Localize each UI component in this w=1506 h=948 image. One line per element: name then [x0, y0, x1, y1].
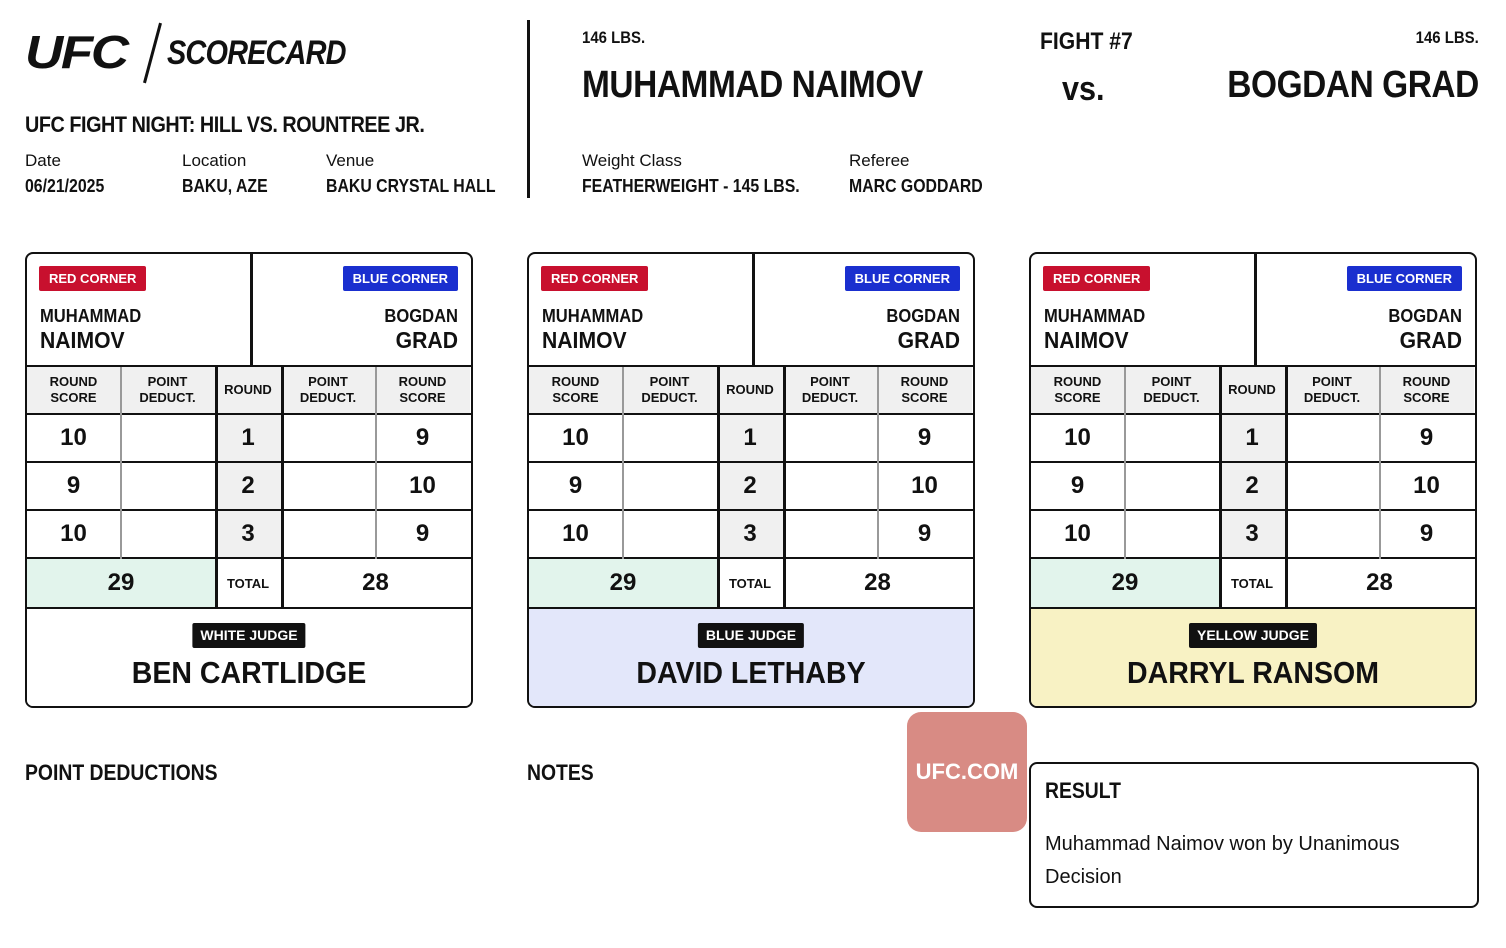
red-round-score: 9: [66, 472, 81, 499]
total-divider: [281, 559, 284, 609]
red-fighter: [542, 304, 643, 352]
blue-point-deduct: [783, 415, 877, 461]
blue-point-deduct: [1285, 511, 1379, 557]
table-row: [529, 415, 973, 463]
red-point-deduct: [622, 511, 717, 557]
blue-round-score: 9: [917, 424, 932, 451]
total-label: TOTAL: [226, 575, 270, 591]
table-row: [1031, 511, 1475, 559]
round-number: 1: [215, 415, 281, 461]
red-last-name: NAIMOV: [40, 327, 125, 353]
judge-card: [25, 252, 473, 708]
blue-point-deduct: [281, 511, 375, 557]
table-row: [1031, 463, 1475, 511]
red-round-score: 9: [568, 472, 583, 499]
round-number: 3: [717, 511, 783, 557]
table-header-row: [529, 367, 973, 415]
red-point-deduct: [120, 415, 215, 461]
blue-point-deduct: [783, 463, 877, 509]
corners-header: [27, 254, 471, 367]
result-box: [1029, 762, 1479, 908]
blue-last-name: GRAD: [897, 327, 960, 353]
red-point-deduct: [622, 415, 717, 461]
red-total: 29: [529, 559, 717, 607]
venue-value: BAKU CRYSTAL HALL: [326, 176, 496, 196]
blue-point-deduct: [281, 463, 375, 509]
blue-fighter: [886, 304, 960, 352]
judge-panel: [529, 609, 973, 708]
blue-round-score-header: ROUND SCORE: [375, 367, 470, 413]
date-label: Date: [25, 151, 61, 170]
total-row: [27, 559, 471, 609]
total-divider: [783, 559, 786, 609]
total-label: TOTAL: [1230, 575, 1274, 591]
column-divider: [1219, 367, 1222, 559]
weight-class-value: FEATHERWEIGHT - 145 LBS.: [582, 176, 800, 196]
blue-round-score: 9: [415, 424, 430, 451]
header-divider: [527, 20, 530, 198]
round-number: 2: [717, 463, 783, 509]
column-divider: [1285, 367, 1288, 559]
total-divider: [1219, 559, 1222, 609]
column-divider: [1379, 367, 1381, 559]
round-header: ROUND: [717, 367, 783, 413]
column-divider: [877, 367, 879, 559]
total-row: [529, 559, 973, 609]
red-point-deduct: [120, 511, 215, 557]
table-row: [27, 463, 471, 511]
round-number: 2: [1219, 463, 1285, 509]
total-divider: [215, 559, 218, 609]
blue-corner-badge: BLUE CORNER: [845, 266, 960, 291]
corners-header: [1031, 254, 1475, 367]
event-name: UFC FIGHT NIGHT: HILL VS. ROUNTREE JR.: [25, 112, 425, 137]
blue-round-score: 10: [911, 472, 938, 499]
red-round-score: 10: [562, 424, 589, 451]
blue-weight: 146 LBS.: [1415, 28, 1479, 47]
red-first-name: MUHAMMAD: [1044, 306, 1146, 326]
notes-title: NOTES: [527, 760, 594, 785]
corners-header: [529, 254, 973, 367]
red-fighter-name: MUHAMMAD NAIMOV: [582, 64, 923, 106]
point-deductions-title: POINT DEDUCTIONS: [25, 760, 218, 785]
red-fighter: [1044, 304, 1145, 352]
round-number: 3: [1219, 511, 1285, 557]
blue-total: 28: [864, 569, 891, 596]
ufc-com-watermark: UFC.COM: [907, 712, 1027, 832]
red-round-score-header: ROUND SCORE: [529, 367, 622, 413]
red-round-score: 10: [60, 424, 87, 451]
result-text: Muhammad Naimov won by Unanimous Decision: [1045, 833, 1400, 888]
table-row: [27, 511, 471, 559]
blue-last-name: GRAD: [1399, 327, 1462, 353]
venue-label: Venue: [326, 151, 375, 170]
judge-name: DAVID LETHABY: [636, 655, 866, 690]
blue-fighter-name: BOGDAN GRAD: [1227, 64, 1479, 106]
blue-round-score: 9: [917, 520, 932, 547]
blue-last-name: GRAD: [395, 327, 458, 353]
judge-card: [527, 252, 975, 708]
round-header: ROUND: [1219, 367, 1285, 413]
red-total: 29: [27, 559, 215, 607]
blue-round-score: 9: [1419, 424, 1434, 451]
judge-badge: WHITE JUDGE: [192, 623, 305, 648]
column-divider: [215, 367, 218, 559]
red-corner-badge: RED CORNER: [1043, 266, 1150, 291]
red-corner-badge: RED CORNER: [39, 266, 146, 291]
column-divider: [281, 367, 284, 559]
red-point-deduct-header: POINT DEDUCT.: [622, 367, 717, 413]
red-round-score: 10: [562, 520, 589, 547]
red-point-deduct: [120, 463, 215, 509]
red-total: 29: [1031, 559, 1219, 607]
ufc-scorecard-logo: [25, 26, 346, 78]
blue-total: 28: [362, 569, 389, 596]
blue-corner-badge: BLUE CORNER: [1347, 266, 1462, 291]
blue-round-score: 10: [409, 472, 436, 499]
table-row: [27, 415, 471, 463]
blue-point-deduct: [783, 511, 877, 557]
blue-round-score-header: ROUND SCORE: [1379, 367, 1474, 413]
table-row: [1031, 415, 1475, 463]
red-round-score-header: ROUND SCORE: [27, 367, 120, 413]
vs-label: vs.: [1062, 70, 1105, 108]
blue-point-deduct-header: POINT DEDUCT.: [281, 367, 375, 413]
total-row: [1031, 559, 1475, 609]
red-point-deduct-header: POINT DEDUCT.: [120, 367, 215, 413]
round-number: 1: [1219, 415, 1285, 461]
corner-divider: [1254, 254, 1257, 367]
corner-divider: [250, 254, 253, 367]
total-divider: [1285, 559, 1288, 609]
column-divider: [622, 367, 624, 559]
blue-round-score: 9: [1419, 520, 1434, 547]
result-title: RESULT: [1045, 778, 1122, 803]
red-round-score: 9: [1070, 472, 1085, 499]
red-weight: 146 LBS.: [582, 28, 646, 47]
judge-badge: BLUE JUDGE: [698, 623, 804, 648]
red-round-score: 10: [1064, 520, 1091, 547]
round-number: 2: [215, 463, 281, 509]
corner-divider: [752, 254, 755, 367]
table-row: [529, 463, 973, 511]
judge-panel: [27, 609, 471, 708]
red-last-name: NAIMOV: [542, 327, 627, 353]
column-divider: [1124, 367, 1126, 559]
blue-round-score: 9: [415, 520, 430, 547]
judge-name: DARRYL RANSOM: [1127, 655, 1379, 690]
red-round-score: 10: [1064, 424, 1091, 451]
referee-label: Referee: [849, 151, 910, 170]
location-label: Location: [182, 151, 247, 170]
round-number: 1: [717, 415, 783, 461]
blue-point-deduct-header: POINT DEDUCT.: [783, 367, 877, 413]
judge-name: BEN CARTLIDGE: [131, 655, 367, 690]
blue-first-name: BOGDAN: [1388, 306, 1462, 326]
red-fighter: [40, 304, 141, 352]
red-point-deduct-header: POINT DEDUCT.: [1124, 367, 1219, 413]
fight-number: FIGHT #7: [1040, 28, 1133, 55]
blue-fighter: [1388, 304, 1462, 352]
red-last-name: NAIMOV: [1044, 327, 1129, 353]
red-point-deduct: [1124, 463, 1219, 509]
red-round-score-header: ROUND SCORE: [1031, 367, 1124, 413]
column-divider: [120, 367, 122, 559]
judge-panel: [1031, 609, 1475, 708]
blue-total: 28: [1366, 569, 1393, 596]
red-first-name: MUHAMMAD: [40, 306, 142, 326]
referee-value: MARC GODDARD: [849, 176, 983, 196]
blue-point-deduct: [1285, 463, 1379, 509]
red-point-deduct: [622, 463, 717, 509]
blue-first-name: BOGDAN: [886, 306, 960, 326]
logo-divider: [143, 23, 162, 84]
column-divider: [717, 367, 720, 559]
red-corner-badge: RED CORNER: [541, 266, 648, 291]
blue-point-deduct: [281, 415, 375, 461]
judge-badge: YELLOW JUDGE: [1189, 623, 1317, 648]
red-point-deduct: [1124, 511, 1219, 557]
round-number: 3: [215, 511, 281, 557]
red-point-deduct: [1124, 415, 1219, 461]
blue-first-name: BOGDAN: [384, 306, 458, 326]
blue-point-deduct-header: POINT DEDUCT.: [1285, 367, 1379, 413]
red-round-score: 10: [60, 520, 87, 547]
blue-round-score-header: ROUND SCORE: [877, 367, 972, 413]
blue-point-deduct: [1285, 415, 1379, 461]
scorecard-title: SCORECARD: [167, 34, 346, 72]
ufc-logo-text: UFC: [25, 26, 127, 78]
location-value: BAKU, AZE: [182, 176, 268, 196]
column-divider: [783, 367, 786, 559]
total-divider: [717, 559, 720, 609]
total-label: TOTAL: [728, 575, 772, 591]
weight-class-label: Weight Class: [582, 151, 682, 170]
red-first-name: MUHAMMAD: [542, 306, 644, 326]
table-header-row: [27, 367, 471, 415]
table-row: [529, 511, 973, 559]
blue-corner-badge: BLUE CORNER: [343, 266, 458, 291]
round-header: ROUND: [215, 367, 281, 413]
date-value: 06/21/2025: [25, 176, 105, 196]
table-header-row: [1031, 367, 1475, 415]
blue-round-score: 10: [1413, 472, 1440, 499]
column-divider: [375, 367, 377, 559]
blue-fighter: [384, 304, 458, 352]
judge-card: [1029, 252, 1477, 708]
